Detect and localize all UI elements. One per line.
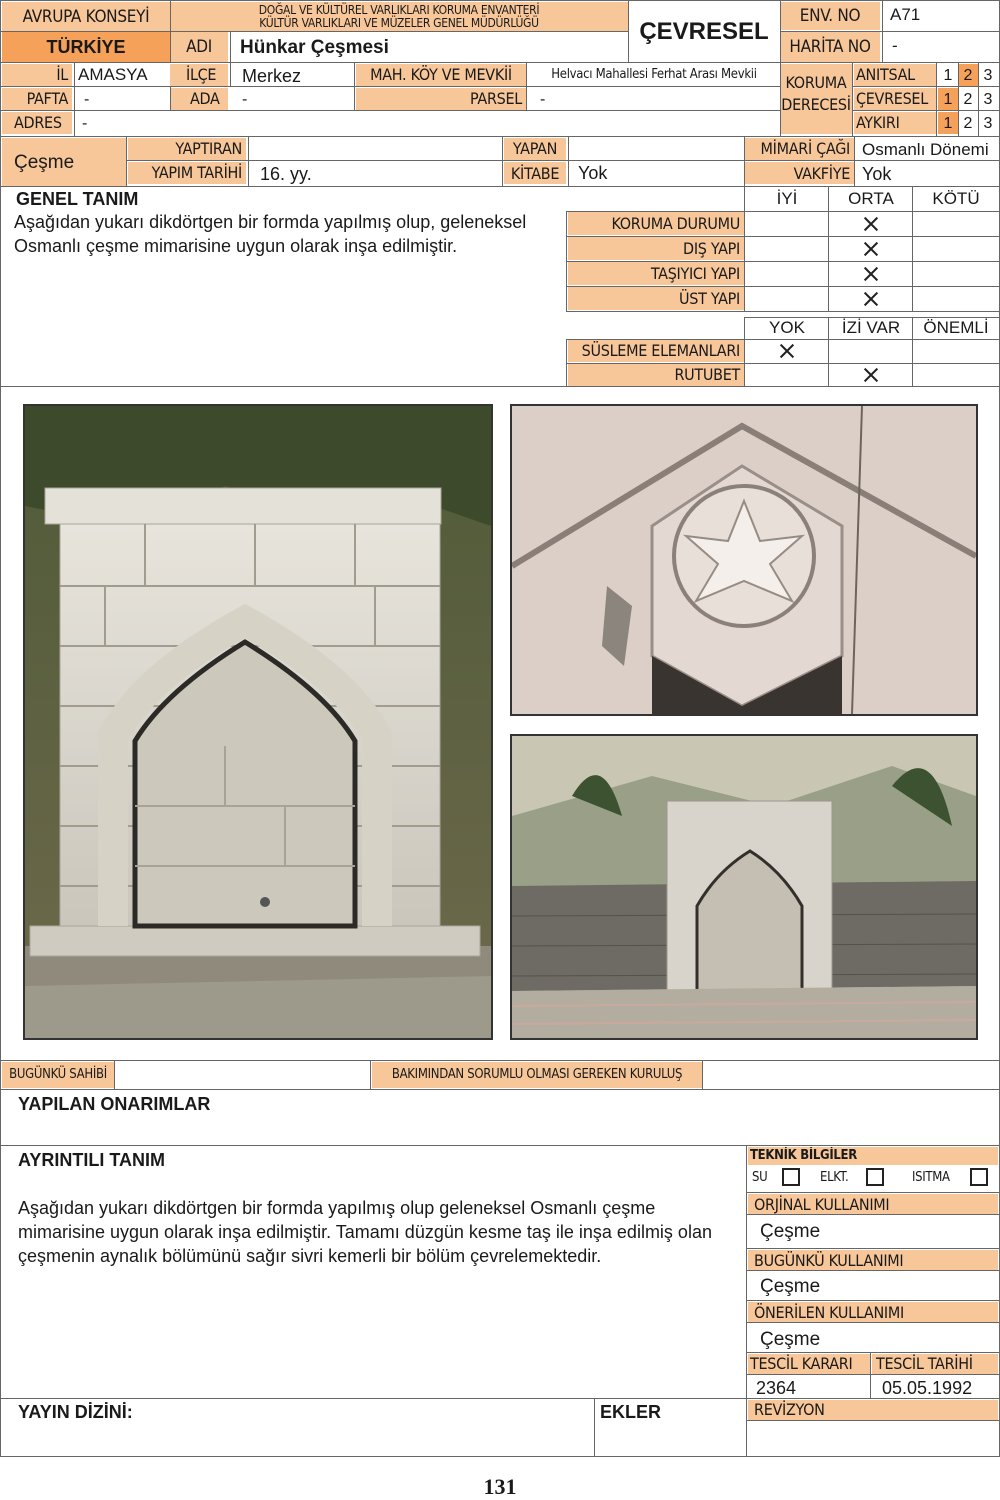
grid-line <box>526 62 527 110</box>
grid-line <box>74 62 75 136</box>
original-use-label: ORJİNAL KULLANIMI <box>748 1194 998 1214</box>
adres-value: - <box>82 115 88 132</box>
pafta-label: PAFTA <box>2 88 72 110</box>
grid-line <box>0 1145 1000 1146</box>
original-use-value: Çeşme <box>760 1221 821 1242</box>
registry-decision-label: TESCİL KARARI <box>748 1354 870 1374</box>
protection-row-label: ÇEVRESEL <box>854 88 936 110</box>
ada-label: ADA <box>170 88 228 110</box>
condition-row-label: DIŞ YAPI <box>568 237 744 260</box>
grid-line <box>114 1060 115 1089</box>
cross-mark-icon <box>864 292 878 306</box>
proposed-use-label: ÖNERİLEN KULLANIMI <box>748 1302 998 1322</box>
grid-line <box>566 339 567 386</box>
building-type: Çeşme <box>2 138 126 186</box>
grid-line <box>744 317 1000 318</box>
condition-row-label: TAŞIYICI YAPI <box>568 262 744 285</box>
category-title: ÇEVRESEL <box>639 18 769 45</box>
owner-label: BUGÜNKÜ SAHİBİ <box>2 1062 114 1088</box>
general-text: Aşağıdan yukarı dikdörtgen bir formda yapılmış olup, geleneksel Osmanlı çeşme mimarisine uygun olarak inşa edilmiştir. <box>14 212 527 256</box>
grid-line <box>170 0 171 62</box>
grid-line <box>882 0 883 62</box>
grid-line <box>126 160 1000 161</box>
detail-title: AYRINTILI TANIM <box>18 1150 165 1170</box>
isitma-checkbox[interactable] <box>970 1168 988 1186</box>
parsel-label: PARSEL <box>356 88 526 110</box>
grid-line <box>170 86 171 110</box>
appendix-label: EKLER <box>600 1402 662 1422</box>
owner-value <box>116 1062 370 1088</box>
grid-line <box>248 136 249 186</box>
grid-line <box>0 186 1000 187</box>
grid-line <box>370 1060 371 1089</box>
grid-line <box>870 1352 871 1398</box>
ornament-row-label: SÜSLEME ELEMANLARI <box>568 340 744 362</box>
grid-line <box>746 1352 1000 1353</box>
protection-grade[interactable]: 3 <box>983 115 993 132</box>
grid-line <box>126 136 127 186</box>
protection-label-line-1: KORUMA <box>785 73 847 92</box>
maker-label: YAPAN <box>504 138 566 160</box>
grid-line <box>0 0 1000 1</box>
photo-rosette-detail <box>510 404 978 716</box>
current-use-label: BUGÜNKÜ KULLANIMI <box>748 1250 998 1270</box>
cross-mark-icon <box>864 267 878 281</box>
grid-line <box>744 136 745 186</box>
grid-line <box>502 136 503 186</box>
grid-line <box>828 317 829 386</box>
map-no-value: - <box>892 36 898 55</box>
protection-row-label: ANITSAL <box>854 64 936 86</box>
country-label: TÜRKİYE <box>2 32 170 62</box>
protection-row-label: AYKIRI <box>854 112 936 134</box>
cross-mark-icon <box>864 217 878 231</box>
grid-line <box>936 62 937 136</box>
ornament-header: YOK <box>769 318 805 337</box>
grid-line <box>566 211 567 311</box>
grid-line <box>744 317 745 386</box>
protection-grade[interactable]: 3 <box>983 91 993 108</box>
period-label: MİMARİ ÇAĞI <box>744 138 854 160</box>
responsible-label: BAKIMINDAN SORUMLU OLMASI GEREKEN KURULUŞ <box>372 1062 702 1088</box>
monument-name: Hünkar Çeşmesi <box>240 37 389 58</box>
condition-row-label: KORUMA DURUMU <box>568 212 744 235</box>
council-label: AVRUPA KONSEYİ <box>2 2 170 32</box>
ornament-header: İZİ VAR <box>841 318 901 337</box>
protection-grade[interactable]: 3 <box>983 67 993 84</box>
cross-mark-icon <box>780 344 794 358</box>
current-use-value: Çeşme <box>760 1276 821 1297</box>
grid-line <box>594 1398 595 1456</box>
parsel-value: - <box>540 91 546 108</box>
condition-row-label: ÜST YAPI <box>568 287 744 310</box>
grid-line <box>780 0 781 136</box>
grid-line <box>0 86 780 87</box>
grid-line <box>566 311 1000 312</box>
registry-date-value: 05.05.1992 <box>882 1378 973 1398</box>
protection-grade[interactable]: 2 <box>958 64 978 86</box>
il-label: İL <box>2 64 72 86</box>
rosette-detail-image <box>512 406 976 714</box>
grid-line <box>0 62 1000 63</box>
ilce-value: Merkez <box>242 66 302 86</box>
publication-label: YAYIN DİZİNİ: <box>18 1402 133 1422</box>
grid-line <box>746 1270 1000 1271</box>
protection-degree-label <box>780 64 852 134</box>
cross-mark-icon <box>864 368 878 382</box>
condition-header: KÖTÜ <box>932 189 980 208</box>
adres-label: ADRES <box>2 112 72 134</box>
grid-line <box>746 1214 1000 1215</box>
ada-value: - <box>242 91 248 108</box>
protection-grade[interactable]: 2 <box>963 91 973 108</box>
repairs-text <box>18 1116 978 1142</box>
ministry-title <box>170 2 628 32</box>
grid-line <box>746 1398 1000 1399</box>
period-value: Osmanlı Dönemi <box>862 140 989 159</box>
inscription-value: Yok <box>578 163 608 183</box>
fountain-front-image <box>25 406 491 1038</box>
protection-grade[interactable]: 1 <box>943 67 953 84</box>
grid-line <box>746 1248 1000 1249</box>
grid-line <box>354 62 355 110</box>
ministry-line-2: KÜLTÜR VARLIKLARI VE MÜZELER GENEL MÜDÜRLÜĞÜ <box>259 16 539 30</box>
pafta-value: - <box>84 91 90 108</box>
grid-line <box>566 211 1000 212</box>
grid-line <box>0 136 1000 137</box>
grid-line <box>828 186 829 311</box>
condition-header: ORTA <box>848 189 894 208</box>
ornament-header: ÖNEMLİ <box>923 318 989 337</box>
grid-line <box>0 0 1 1456</box>
grid-line <box>0 386 1000 387</box>
photo-fountain-wide <box>510 734 978 1040</box>
grid-line <box>566 286 1000 287</box>
detail-text: Aşağıdan yukarı dikdörtgen bir formda yapılmış olup geleneksel Osmanlı çeşme mimarisine uygun olarak inşa edilmiştir. Tamamı düzgün kesme taş ile inşa edilmiş olan çeşmenin aynalık bölümünü sağır sivri kemerli bir bölüm çevrelemektedir. <box>18 1198 712 1266</box>
ilce-label: İLÇE <box>170 64 228 86</box>
maker-value <box>570 138 744 160</box>
revision-label: REVİZYON <box>748 1400 998 1420</box>
date-value: 16. yy. <box>260 164 312 184</box>
endowment-value: Yok <box>862 164 892 184</box>
protection-grade[interactable]: 2 <box>963 115 973 132</box>
grid-line <box>912 317 913 386</box>
grid-line <box>746 1420 1000 1421</box>
protection-label-line-2: DERECESİ <box>781 95 851 114</box>
registry-decision-value: 2364 <box>756 1378 797 1398</box>
grid-line <box>0 31 628 32</box>
mah-value: Helvacı Mahallesi Ferhat Arası Mevkii <box>551 67 757 82</box>
ornament-row-label: RUTUBET <box>568 364 744 386</box>
builder-value <box>250 138 502 160</box>
grid-line <box>978 62 979 136</box>
ministry-line-1: DOĞAL VE KÜLTÜREL VARLIKLARI KORUMA ENVANTERİ <box>258 3 540 17</box>
grid-line <box>0 1456 1000 1457</box>
condition-header: İYİ <box>776 189 798 208</box>
registry-date-label: TESCİL TARİHİ <box>872 1354 998 1374</box>
env-no-value: A71 <box>890 5 921 24</box>
grid-line <box>628 0 629 62</box>
grid-line <box>566 236 1000 237</box>
isitma-label: ISITMA <box>912 1170 950 1185</box>
grid-line <box>230 31 231 86</box>
elkt-label: ELKT. <box>820 1170 849 1185</box>
grid-line <box>566 339 1000 340</box>
inscription-label: KİTABE <box>504 162 566 184</box>
env-no-label: ENV. NO <box>780 2 880 30</box>
page-number: 131 <box>483 1474 517 1499</box>
grid-line <box>746 1192 1000 1193</box>
il-value: AMASYA <box>78 65 148 84</box>
su-label: SU <box>752 1170 768 1185</box>
protection-grade[interactable]: 1 <box>938 88 958 110</box>
grid-line <box>568 136 569 186</box>
grid-line <box>702 1060 703 1089</box>
su-checkbox[interactable] <box>782 1168 800 1186</box>
mah-label: MAH. KÖY VE MEVKİİ <box>356 64 526 86</box>
grid-line <box>958 62 959 136</box>
grid-line <box>0 110 780 111</box>
grid-line <box>566 261 1000 262</box>
grid-line <box>746 1374 1000 1375</box>
general-title: GENEL TANIM <box>16 189 139 209</box>
grid-line <box>0 1089 1000 1090</box>
map-no-label: HARİTA NO <box>780 32 880 62</box>
cross-mark-icon <box>864 242 878 256</box>
date-label: YAPIM TARİHİ <box>128 162 246 184</box>
grid-line <box>566 363 1000 364</box>
grid-line <box>0 1398 746 1399</box>
endowment-label: VAKFİYE <box>744 162 854 184</box>
name-label: ADI <box>170 32 228 62</box>
grid-line <box>0 1060 1000 1061</box>
grid-line <box>780 31 1000 32</box>
repairs-title: YAPILAN ONARIMLAR <box>18 1094 211 1114</box>
elkt-checkbox[interactable] <box>866 1168 884 1186</box>
grid-line <box>746 1300 1000 1301</box>
builder-label: YAPTIRAN <box>128 138 246 160</box>
proposed-use-value: Çeşme <box>760 1329 821 1350</box>
grid-line <box>912 186 913 311</box>
responsible-value <box>704 1062 998 1088</box>
grid-line <box>854 136 855 186</box>
photo-fountain-front <box>23 404 493 1040</box>
grid-line <box>852 62 853 136</box>
fountain-wide-image <box>512 736 976 1038</box>
grid-line <box>744 186 745 311</box>
grid-line <box>746 1322 1000 1323</box>
technical-title: TEKNİK BİLGİLER <box>748 1147 998 1165</box>
protection-grade[interactable]: 1 <box>938 112 958 134</box>
